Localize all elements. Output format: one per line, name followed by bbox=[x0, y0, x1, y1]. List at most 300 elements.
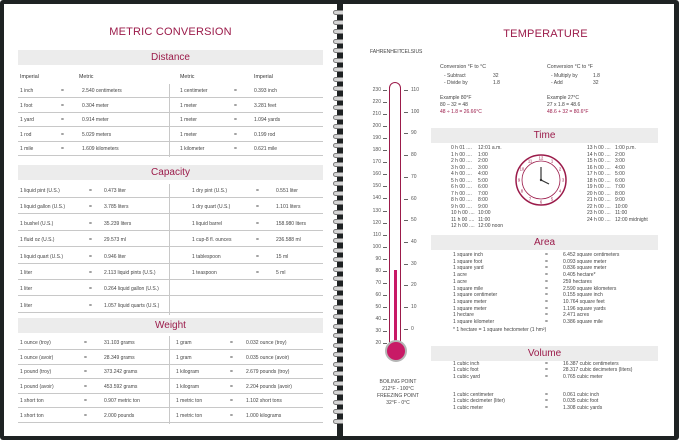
tick-mark bbox=[383, 102, 387, 103]
table-cell: 1 kilogram bbox=[176, 369, 200, 376]
tick-mark bbox=[383, 211, 387, 212]
tick-mark bbox=[404, 285, 408, 286]
time-cell: 2:00 bbox=[478, 158, 488, 164]
table-cell: 1.196 square yards bbox=[563, 305, 606, 312]
table-cell: 1.102 short tons bbox=[246, 398, 282, 405]
fahrenheit-tick-label: 130 bbox=[372, 207, 381, 214]
conv-f-c-ex2: 48 ÷ 1.8 = 26.66°C bbox=[440, 109, 482, 115]
equals-sign: = bbox=[230, 398, 233, 405]
celsius-tick-label: 60 bbox=[411, 195, 417, 202]
time-cell: 12:00 noon bbox=[478, 223, 504, 229]
equals-sign: = bbox=[256, 253, 259, 260]
equals-sign: = bbox=[545, 312, 548, 319]
table-cell: 1 square meter bbox=[453, 305, 487, 312]
tick-mark bbox=[383, 235, 387, 236]
fahrenheit-tick-label: 30 bbox=[375, 328, 381, 334]
equals-sign: = bbox=[234, 117, 237, 123]
table-cell: 1 metric ton bbox=[176, 398, 203, 405]
column-divider bbox=[169, 336, 170, 424]
table-cell: 1 mile bbox=[20, 146, 34, 152]
boiling-point-value: 212°F - 100°C bbox=[382, 386, 414, 392]
tick-mark bbox=[383, 247, 387, 248]
tick-mark bbox=[404, 329, 408, 330]
clock-number: 4 bbox=[558, 188, 562, 194]
equals-sign: = bbox=[61, 146, 64, 152]
table-cell: 3.785 liters bbox=[104, 204, 129, 211]
column-divider bbox=[169, 184, 170, 315]
time-cell: 7:00 bbox=[478, 190, 488, 197]
conv-c-f-ex2: 48.6 + 32 = 80.6°F bbox=[547, 109, 589, 115]
row-divider bbox=[18, 263, 323, 264]
table-cell: 0.304 meter bbox=[82, 102, 109, 109]
time-cell: 5 h 00 .... bbox=[451, 177, 472, 184]
table-cell: 1 hectare bbox=[453, 312, 474, 319]
table-cell: 10.764 square feet bbox=[563, 298, 605, 305]
table-cell: 1 meter bbox=[180, 102, 197, 109]
tick-mark bbox=[404, 264, 408, 265]
table-cell: 15 ml bbox=[276, 253, 289, 260]
table-cell: 1 metric ton bbox=[176, 413, 203, 419]
equals-sign: = bbox=[256, 188, 259, 194]
table-cell: 0.621 mile bbox=[254, 146, 278, 152]
table-cell: 0.765 cubic meter bbox=[563, 373, 603, 380]
time-cell: 3:00 bbox=[615, 158, 625, 164]
column-divider bbox=[169, 84, 170, 157]
table-cell: 1 gram bbox=[176, 340, 192, 346]
table-cell: 1 liquid quart (U.S.) bbox=[20, 253, 64, 260]
table-cell: 3.281 feet bbox=[254, 102, 277, 109]
time-cell: 9:00 bbox=[478, 203, 488, 210]
tick-mark bbox=[383, 138, 387, 139]
equals-sign: = bbox=[545, 252, 548, 258]
table-cell: 1 cup-8 fl. ounces bbox=[192, 237, 232, 244]
fahrenheit-tick-label: 200 bbox=[372, 123, 381, 130]
celsius-tick-label: 20 bbox=[411, 282, 417, 289]
time-cell: 23 h 00 .... bbox=[587, 210, 611, 216]
table-cell: 1 cubic meter bbox=[453, 404, 484, 411]
tick-mark bbox=[383, 319, 387, 320]
equals-sign: = bbox=[545, 272, 548, 279]
equals-sign: = bbox=[234, 146, 237, 152]
conv-c-f-l2: - Add bbox=[551, 80, 563, 86]
row-divider bbox=[18, 378, 323, 379]
table-cell: 0.836 square meter bbox=[563, 265, 607, 272]
table-cell: 2.471 acres bbox=[563, 312, 590, 319]
tick-mark bbox=[383, 198, 387, 199]
row-divider bbox=[18, 112, 323, 113]
table-cell: 1 bushel (U.S.) bbox=[20, 220, 54, 227]
fahrenheit-tick-label: 110 bbox=[373, 231, 381, 238]
clock-icon bbox=[513, 152, 569, 208]
celsius-tick-label: 40 bbox=[411, 238, 417, 245]
tick-mark bbox=[404, 220, 408, 221]
table-cell: 1 ounce (troy) bbox=[20, 340, 51, 346]
equals-sign: = bbox=[89, 302, 92, 309]
table-cell: 0.907 metric ton bbox=[104, 398, 140, 405]
celsius-label: CELSIUS bbox=[401, 49, 423, 55]
equals-sign: = bbox=[234, 131, 237, 138]
col-metric: Metric bbox=[79, 74, 94, 80]
time-cell: 0 h 01 .... bbox=[451, 145, 472, 151]
time-cell: 20 h 00 .... bbox=[587, 190, 611, 197]
time-cell: 6 h 00 .... bbox=[451, 184, 472, 190]
equals-sign: = bbox=[84, 383, 87, 390]
equals-sign: = bbox=[256, 204, 259, 211]
celsius-tick-label: 110 bbox=[411, 87, 419, 93]
table-cell: 0.551 liter bbox=[276, 188, 298, 194]
row-divider bbox=[18, 407, 323, 408]
fahrenheit-tick-label: 90 bbox=[375, 255, 381, 262]
equals-sign: = bbox=[61, 102, 64, 109]
table-cell: 1 short ton bbox=[20, 413, 44, 419]
row-divider bbox=[18, 364, 323, 365]
fahrenheit-label: FAHRENHEIT bbox=[370, 49, 402, 55]
table-cell: 1 square yard bbox=[453, 265, 484, 272]
row-divider bbox=[18, 246, 323, 247]
equals-sign: = bbox=[545, 361, 548, 367]
table-cell: 1 meter bbox=[180, 131, 197, 138]
clock-number: 7 bbox=[528, 196, 532, 202]
time-cell: 21 h 00 .... bbox=[587, 197, 611, 203]
conv-f-c-ex-title: Example 80°F bbox=[440, 95, 472, 101]
distance-heading: Distance bbox=[18, 50, 323, 65]
fahrenheit-tick-label: 190 bbox=[372, 135, 381, 142]
time-cell: 11:00 bbox=[615, 210, 628, 216]
conv-c-f-v1: 1.8 bbox=[593, 73, 600, 79]
time-cell: 9 h 00 .... bbox=[451, 203, 472, 210]
table-cell: 1 liquid gallon (U.S.) bbox=[20, 204, 66, 211]
table-cell: 1 cubic decimeter (liter) bbox=[453, 398, 505, 405]
table-cell: 2.204 pounds (avoir) bbox=[246, 383, 292, 390]
conv-f-c-v2: 1.8 bbox=[493, 80, 500, 86]
equals-sign: = bbox=[545, 391, 548, 398]
tick-mark bbox=[383, 307, 387, 308]
fahrenheit-tick-label: 210 bbox=[372, 111, 381, 118]
tick-mark bbox=[383, 271, 387, 272]
table-cell: 1 cubic centimeter bbox=[453, 391, 494, 398]
table-cell: 5 ml bbox=[276, 270, 286, 276]
table-cell: 6.452 square centimeters bbox=[563, 252, 620, 258]
fahrenheit-tick-label: 70 bbox=[375, 279, 381, 286]
equals-sign: = bbox=[61, 88, 64, 94]
tick-mark bbox=[383, 223, 387, 224]
time-cell: 2 h 00 .... bbox=[451, 158, 472, 164]
table-cell: 28.349 grams bbox=[104, 354, 135, 361]
fahrenheit-tick-label: 170 bbox=[372, 159, 381, 166]
time-cell: 11:00 bbox=[478, 216, 491, 223]
time-cell: 4:00 bbox=[478, 171, 488, 177]
table-cell: 2.590 square kilometers bbox=[563, 285, 617, 292]
fahrenheit-tick-label: 220 bbox=[372, 99, 381, 106]
area-heading: Area bbox=[431, 235, 658, 250]
celsius-tick-label: 50 bbox=[411, 217, 417, 224]
table-cell: 0.405 hectare* bbox=[563, 272, 596, 279]
freezing-point-label: FREEZING POINT bbox=[377, 393, 419, 399]
clock-number: 8 bbox=[520, 188, 524, 194]
time-cell: 12:00 midnight bbox=[615, 216, 648, 223]
table-cell: 373.242 grams bbox=[104, 369, 138, 376]
equals-sign: = bbox=[84, 340, 87, 346]
table-cell: 1 kilometer bbox=[180, 146, 205, 152]
table-cell: 0.035 cubic foot bbox=[563, 398, 599, 405]
table-cell: 1 kilogram bbox=[176, 383, 200, 390]
conv-c-f-title: Conversion °C to °F bbox=[547, 64, 593, 70]
time-cell: 18 h 00 .... bbox=[587, 177, 611, 184]
table-cell: 0.155 square inch bbox=[563, 292, 603, 299]
table-cell: 1 cubic yard bbox=[453, 373, 480, 380]
table-cell: 1 short ton bbox=[20, 398, 44, 405]
table-cell: 0.199 rod bbox=[254, 131, 276, 138]
celsius-tick-label: 70 bbox=[411, 173, 417, 180]
time-cell: 22 h 00 .... bbox=[587, 203, 611, 210]
conv-f-c-ex1: 80 – 32 = 48 bbox=[440, 102, 468, 108]
thermometer-bulb bbox=[385, 340, 407, 362]
table-cell: 0.264 liquid gallon (U.S.) bbox=[104, 286, 159, 293]
time-cell: 10:00 bbox=[478, 210, 491, 216]
equals-sign: = bbox=[84, 369, 87, 376]
temperature-title: TEMPERATURE bbox=[503, 28, 588, 40]
table-cell: 1 dry quart (U.S.) bbox=[192, 204, 231, 211]
table-cell: 1 cubic foot bbox=[453, 367, 479, 374]
celsius-tick-label: 10 bbox=[411, 304, 417, 310]
tick-mark bbox=[383, 174, 387, 175]
time-cell: 6:00 bbox=[615, 177, 625, 184]
table-cell: 1 square centimeter bbox=[453, 292, 498, 299]
time-cell: 1:00 bbox=[478, 151, 488, 158]
thermometer-mercury bbox=[394, 270, 397, 350]
time-cell: 4:00 bbox=[615, 164, 625, 171]
table-cell: 0.946 liter bbox=[104, 253, 126, 260]
table-cell: 0.032 ounce (troy) bbox=[246, 340, 287, 346]
time-cell: 10 h 00 .... bbox=[451, 210, 475, 216]
table-cell: 0.386 square mile bbox=[563, 319, 603, 325]
time-cell: 3:00 bbox=[478, 164, 488, 171]
tick-mark bbox=[383, 283, 387, 284]
time-cell: 5:00 bbox=[615, 171, 625, 177]
time-cell: 8:00 bbox=[615, 190, 625, 197]
table-cell: 35.239 liters bbox=[104, 220, 132, 227]
equals-sign: = bbox=[230, 413, 233, 419]
equals-sign: = bbox=[61, 131, 64, 138]
equals-sign: = bbox=[61, 117, 64, 123]
celsius-tick-label: 100 bbox=[411, 108, 420, 115]
equals-sign: = bbox=[230, 340, 233, 346]
table-cell: 1 liquid barrel bbox=[192, 220, 223, 227]
table-cell: 1 teaspoon bbox=[192, 270, 217, 276]
equals-sign: = bbox=[545, 367, 548, 374]
clock-number: 6 bbox=[539, 199, 543, 205]
tick-mark bbox=[404, 155, 408, 156]
table-cell: 1 tablespoon bbox=[192, 253, 221, 260]
equals-sign: = bbox=[89, 237, 92, 244]
col-metric-2: Metric bbox=[180, 74, 195, 80]
table-cell: 2.113 liquid pints (U.S.) bbox=[104, 270, 156, 276]
table-cell: 1 pound (troy) bbox=[20, 369, 52, 376]
table-cell: 1.101 liters bbox=[276, 204, 301, 211]
capacity-heading: Capacity bbox=[18, 165, 323, 180]
conv-c-f-v2: 32 bbox=[593, 80, 599, 86]
table-cell: 29.573 ml bbox=[104, 237, 126, 244]
table-cell: 31.103 grams bbox=[104, 340, 135, 346]
conv-f-c-title: Conversion °F to °C bbox=[440, 64, 486, 70]
row-divider bbox=[18, 295, 323, 296]
table-cell: 0.393 inch bbox=[254, 88, 278, 94]
tick-mark bbox=[383, 295, 387, 296]
equals-sign: = bbox=[545, 298, 548, 305]
clock-number: 1 bbox=[550, 158, 554, 164]
time-cell: 2:00 bbox=[615, 151, 625, 158]
fahrenheit-tick-label: 100 bbox=[372, 243, 381, 250]
table-cell: 1 liter bbox=[20, 270, 33, 276]
conv-f-c-l1: - Subtract bbox=[444, 73, 466, 79]
table-cell: 1 inch bbox=[20, 88, 34, 94]
equals-sign: = bbox=[256, 270, 259, 276]
col-imperial-2: Imperial bbox=[254, 74, 273, 80]
time-cell: 15 h 00 .... bbox=[587, 158, 611, 164]
table-cell: 1.094 yards bbox=[254, 117, 281, 123]
equals-sign: = bbox=[84, 354, 87, 361]
fahrenheit-tick-label: 120 bbox=[372, 219, 381, 226]
fahrenheit-tick-label: 60 bbox=[375, 291, 381, 298]
tick-mark bbox=[383, 114, 387, 115]
conv-c-f-l1: - Multiply by bbox=[551, 73, 578, 79]
equals-sign: = bbox=[89, 286, 92, 293]
weight-heading: Weight bbox=[18, 318, 323, 333]
table-cell: 1 yard bbox=[20, 117, 34, 123]
table-cell: 2.000 pounds bbox=[104, 413, 135, 419]
clock-number: 9 bbox=[517, 177, 521, 183]
table-cell: 1 liter bbox=[20, 302, 33, 309]
table-cell: 1 meter bbox=[180, 117, 197, 123]
equals-sign: = bbox=[545, 285, 548, 292]
table-cell: 0.061 cubic inch bbox=[563, 391, 600, 398]
fahrenheit-tick-label: 40 bbox=[375, 315, 381, 322]
equals-sign: = bbox=[234, 102, 237, 109]
table-cell: 1 acre bbox=[453, 278, 467, 285]
tick-mark bbox=[404, 199, 408, 200]
clock-number: 10 bbox=[519, 166, 525, 172]
row-divider bbox=[18, 422, 323, 423]
table-cell: 1.000 kilograms bbox=[246, 413, 282, 419]
time-cell: 5:00 bbox=[478, 177, 488, 184]
time-cell: 3 h 00 .... bbox=[451, 164, 472, 171]
celsius-tick-label: 0 bbox=[411, 325, 414, 332]
celsius-tick-label: 90 bbox=[411, 130, 417, 137]
table-cell: 1 square foot bbox=[453, 258, 483, 265]
row-divider bbox=[18, 349, 323, 350]
table-cell: 1 square meter bbox=[453, 298, 487, 305]
equals-sign: = bbox=[84, 413, 87, 419]
table-cell: 1 dry pint (U.S.) bbox=[192, 188, 228, 194]
equals-sign: = bbox=[89, 204, 92, 211]
table-cell: 1 pound (avoir) bbox=[20, 383, 54, 390]
boiling-point-label: BOILING POINT bbox=[379, 379, 417, 385]
row-divider bbox=[18, 230, 323, 231]
table-cell: 1 ounce (avoir) bbox=[20, 354, 54, 361]
tick-mark bbox=[404, 242, 408, 243]
equals-sign: = bbox=[545, 258, 548, 265]
conv-f-c-l2: - Divide by bbox=[444, 80, 468, 86]
table-cell: 28.317 cubic decimeters (liters) bbox=[563, 367, 633, 374]
tick-mark bbox=[404, 90, 408, 91]
time-cell: 10:00 bbox=[615, 203, 628, 210]
equals-sign: = bbox=[545, 404, 548, 411]
tick-mark bbox=[383, 186, 387, 187]
table-cell: 1.609 kilometers bbox=[82, 146, 119, 152]
celsius-tick-label: 30 bbox=[411, 260, 417, 267]
conv-f-c-v1: 32 bbox=[493, 73, 499, 79]
table-cell: 158.980 liters bbox=[276, 220, 307, 227]
table-cell: 0.473 liter bbox=[104, 188, 126, 194]
table-cell: 236.588 ml bbox=[276, 237, 301, 244]
tick-mark bbox=[383, 126, 387, 127]
time-cell: 1 h 00 .... bbox=[451, 151, 472, 158]
time-cell: 24 h 00 .... bbox=[587, 216, 611, 223]
fahrenheit-tick-label: 230 bbox=[372, 87, 381, 93]
table-cell: 1.057 liquid quarts (U.S.) bbox=[104, 302, 160, 309]
row-divider bbox=[18, 97, 323, 98]
tick-mark bbox=[404, 133, 408, 134]
clock-number: 3 bbox=[561, 177, 565, 183]
time-cell: 9:00 bbox=[615, 197, 625, 203]
table-cell: 2.679 pounds (troy) bbox=[246, 369, 290, 376]
volume-heading: Volume bbox=[431, 346, 658, 361]
time-cell: 7:00 bbox=[615, 184, 625, 190]
equals-sign: = bbox=[230, 369, 233, 376]
time-cell: 13 h 00 .... bbox=[587, 145, 611, 151]
time-cell: 17 h 00 .... bbox=[587, 171, 611, 177]
table-cell: 2.540 centimeters bbox=[82, 88, 122, 94]
equals-sign: = bbox=[545, 319, 548, 325]
clock-number: 11 bbox=[527, 158, 533, 164]
fahrenheit-tick-label: 140 bbox=[372, 195, 381, 202]
time-cell: 11 h 00 .... bbox=[451, 216, 475, 223]
tick-mark bbox=[383, 162, 387, 163]
fahrenheit-tick-label: 20 bbox=[375, 340, 381, 347]
equals-sign: = bbox=[89, 188, 92, 194]
fahrenheit-tick-label: 150 bbox=[372, 183, 381, 190]
table-cell: 453.592 grams bbox=[104, 383, 138, 390]
time-cell: 12:01 a.m. bbox=[478, 145, 502, 151]
left-page bbox=[4, 4, 337, 436]
tick-mark bbox=[404, 112, 408, 113]
fahrenheit-tick-label: 80 bbox=[375, 267, 381, 274]
table-cell: 1.308 cubic yards bbox=[563, 404, 603, 411]
area-note: * 1 hectare = 1 square hectometer (1 hm²) bbox=[453, 327, 547, 333]
time-cell: 16 h 00 .... bbox=[587, 164, 611, 171]
table-cell: 1 gram bbox=[176, 354, 192, 361]
fahrenheit-tick-label: 50 bbox=[375, 303, 381, 310]
row-divider bbox=[18, 155, 323, 156]
row-divider bbox=[18, 141, 323, 142]
row-divider bbox=[18, 393, 323, 394]
clock-number: 5 bbox=[550, 196, 554, 202]
equals-sign: = bbox=[256, 220, 259, 227]
table-cell: 1 square kilometer bbox=[453, 319, 495, 325]
equals-sign: = bbox=[234, 88, 237, 94]
tick-mark bbox=[404, 177, 408, 178]
table-cell: 1 fluid oz (U.S.) bbox=[20, 237, 55, 244]
equals-sign: = bbox=[230, 354, 233, 361]
row-divider bbox=[18, 213, 323, 214]
time-heading: Time bbox=[431, 128, 658, 143]
equals-sign: = bbox=[84, 398, 87, 405]
equals-sign: = bbox=[545, 305, 548, 312]
tick-mark bbox=[383, 331, 387, 332]
table-cell: 0.093 square meter bbox=[563, 258, 607, 265]
table-cell: 0.914 meter bbox=[82, 117, 109, 123]
table-cell: 259 hectares bbox=[563, 278, 592, 285]
